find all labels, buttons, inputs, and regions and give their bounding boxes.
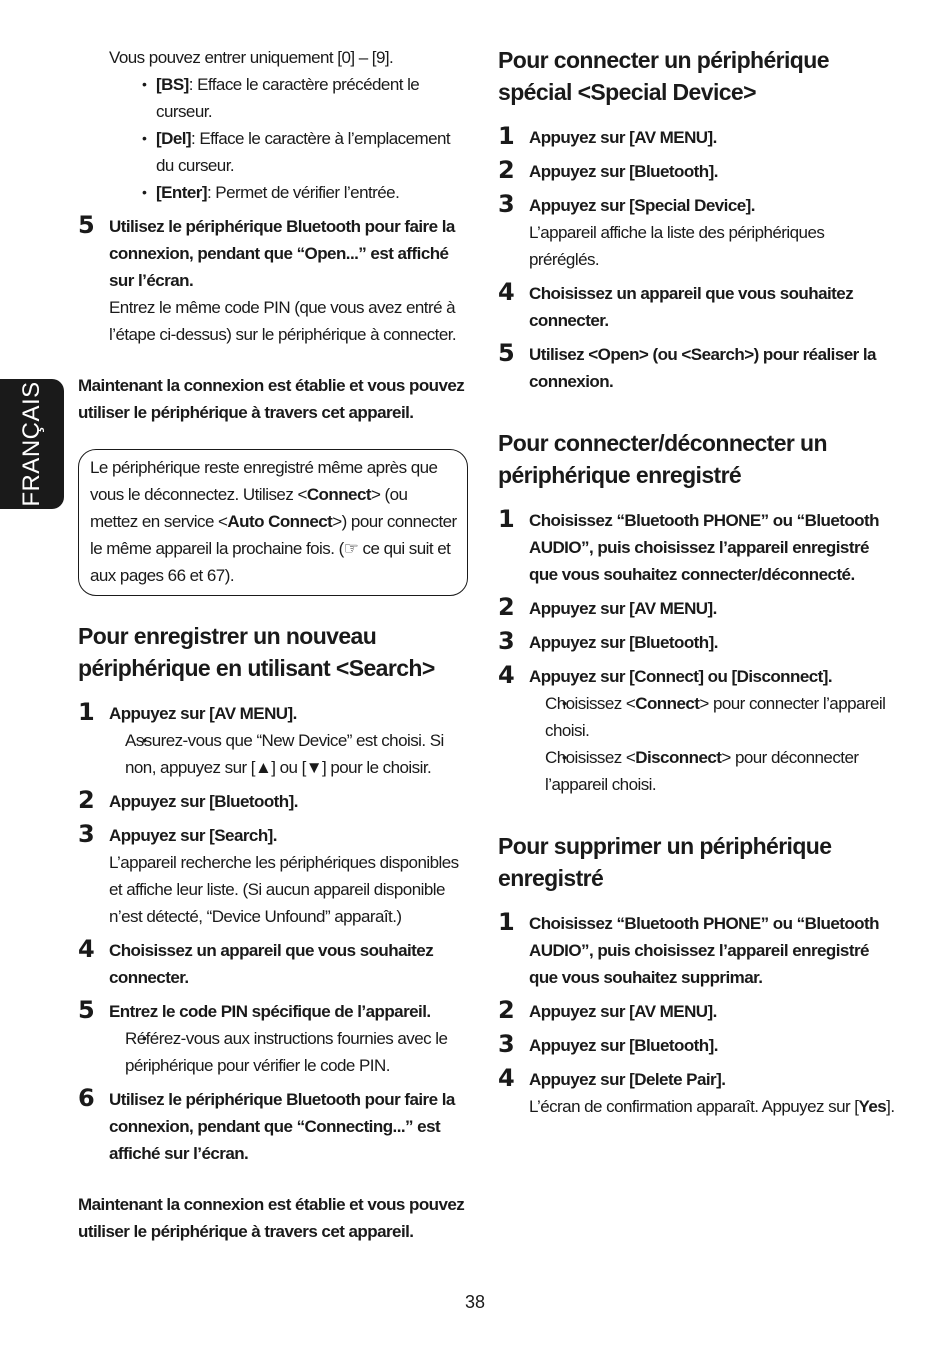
registered-step-1: 1 Choisissez “Bluetooth PHONE” ou “Bluetooth AUDIO”, puis choisissez l’appareil enregistré que vous souhaitez connecter/déconnecté. <box>498 505 879 584</box>
section-title-search: Pour enregistrer un nouveau périphérique en utilisant <Search> <box>78 623 435 681</box>
conclusion-1: Maintenant la connexion est établie et vous pouvez utiliser le périphérique à travers cet appareil. <box>78 376 465 422</box>
section-title-delete: Pour supprimer un périphérique enregistré <box>498 833 832 891</box>
section-title-special: Pour connecter un périphérique spécial <Special Device> <box>498 47 829 105</box>
search-step-6: 6 Utilisez le périphérique Bluetooth pour faire la connexion, pendant que “Connecting...” est affiché sur l’écran. <box>78 1084 455 1163</box>
special-step-3: 3 Appuyez sur [Special Device]. L’appareil affiche la liste des périphériques préréglés. <box>498 190 825 269</box>
special-step-4: 4 Choisissez un appareil que vous souhaitez connecter. <box>498 278 854 330</box>
left-column <box>78 44 468 1245</box>
search-step-2: 2 Appuyez sur [Bluetooth]. <box>78 786 298 814</box>
search-step-3: 3 Appuyez sur [Search]. L’appareil recherche les périphériques disponibles et affiche leur liste. (Si aucun appareil disponible n’est détecté, “Device Unfound” apparaît.) <box>78 820 459 926</box>
registered-step-3: 3 Appuyez sur [Bluetooth]. <box>498 627 718 655</box>
special-step-2: 2 Appuyez sur [Bluetooth]. <box>498 156 718 184</box>
delete-step-1: 1 Choisissez “Bluetooth PHONE” ou “Bluetooth AUDIO”, puis choisissez l’appareil enregistré que vous souhaitez supprimar. <box>498 908 879 987</box>
step-5-open: 5 Utilisez le périphérique Bluetooth pour faire la connexion, pendant que “Open...” est affiché sur l’écran. Entrez le même code PIN (que vous avez entré à l’étape ci-dessus) sur le périphérique à connecter. <box>78 211 457 344</box>
registered-step-4: 4 Appuyez sur [Connect] ou [Disconnect]. • Choisissez <Connect> pour connecter l’appareil choisi. • Choisissez <Disconnect> pour déconnecter l’appareil choisi. <box>498 663 898 798</box>
intro-text: Vous pouvez entrer uniquement [0] – [9]. <box>109 48 394 67</box>
registered-step-2: 2 Appuyez sur [AV MENU]. <box>498 593 717 621</box>
special-step-1: 1 Appuyez sur [AV MENU]. <box>498 122 717 150</box>
page-number: 38 <box>464 1292 486 1312</box>
note-text: Le périphérique reste enregistré même après que vous le déconnectez. Utilisez <Connect> (ou mettez en service <Auto Connect>) pour connecter le même appareil la prochaine fois. (☞ ce qui suit et aux pages 66 et 67). <box>90 458 457 585</box>
bullet-bs: • [BS]: Efface le caractère précédent le curseur. <box>109 71 468 125</box>
search-step-5-bullet: • Référez-vous aux instructions fournies avec le périphérique pour vérifier le code PIN. <box>109 1025 468 1079</box>
search-step-1: 1 Appuyez sur [AV MENU]. • Assurez-vous que “New Device” est choisi. Si non, appuyez sur [▲] ou [▼] pour le choisir. <box>78 700 468 781</box>
search-step-4: 4 Choisissez un appareil que vous souhaitez connecter. <box>78 935 434 987</box>
search-step-1-bullet: • Assurez-vous que “New Device” est choisi. Si non, appuyez sur [▲] ou [▼] pour le choisir. <box>109 727 468 781</box>
note-box <box>78 449 468 596</box>
bullet-del: • [Del]: Efface le caractère à l’emplacement du curseur. <box>109 125 468 179</box>
conclusion-2: Maintenant la connexion est établie et vous pouvez utiliser le périphérique à travers cet appareil. <box>78 1195 465 1241</box>
search-step-5: 5 Entrez le code PIN spécifique de l’appareil. • Référez-vous aux instructions fournies avec le périphérique pour vérifier le code PIN. <box>78 998 468 1079</box>
connect-bullet: • Choisissez <Connect> pour connecter l’appareil choisi. <box>529 690 898 744</box>
delete-confirm-text: L’écran de confirmation apparaît. Appuyez sur [Yes]. <box>529 1097 895 1116</box>
language-tab <box>0 379 64 509</box>
step-number: 5 <box>78 211 95 239</box>
delete-step-3: 3 Appuyez sur [Bluetooth]. <box>498 1030 718 1058</box>
special-step-5: 5 Utilisez <Open> (ou <Search>) pour réaliser la connexion. <box>498 339 876 391</box>
disconnect-bullet: • Choisissez <Disconnect> pour déconnecter l’appareil choisi. <box>529 744 898 798</box>
section-title-registered: Pour connecter/déconnecter un périphérique enregistré <box>498 430 827 488</box>
delete-step-4: 4 Appuyez sur [Delete Pair]. L’écran de confirmation apparaît. Appuyez sur [Yes]. <box>498 1066 898 1120</box>
language-tab-label: FRANÇAIS <box>18 381 45 507</box>
right-column <box>498 44 898 1120</box>
bullet-enter: • [Enter]: Permet de vérifier l’entrée. <box>109 179 468 206</box>
delete-step-2: 2 Appuyez sur [AV MENU]. <box>498 996 717 1024</box>
